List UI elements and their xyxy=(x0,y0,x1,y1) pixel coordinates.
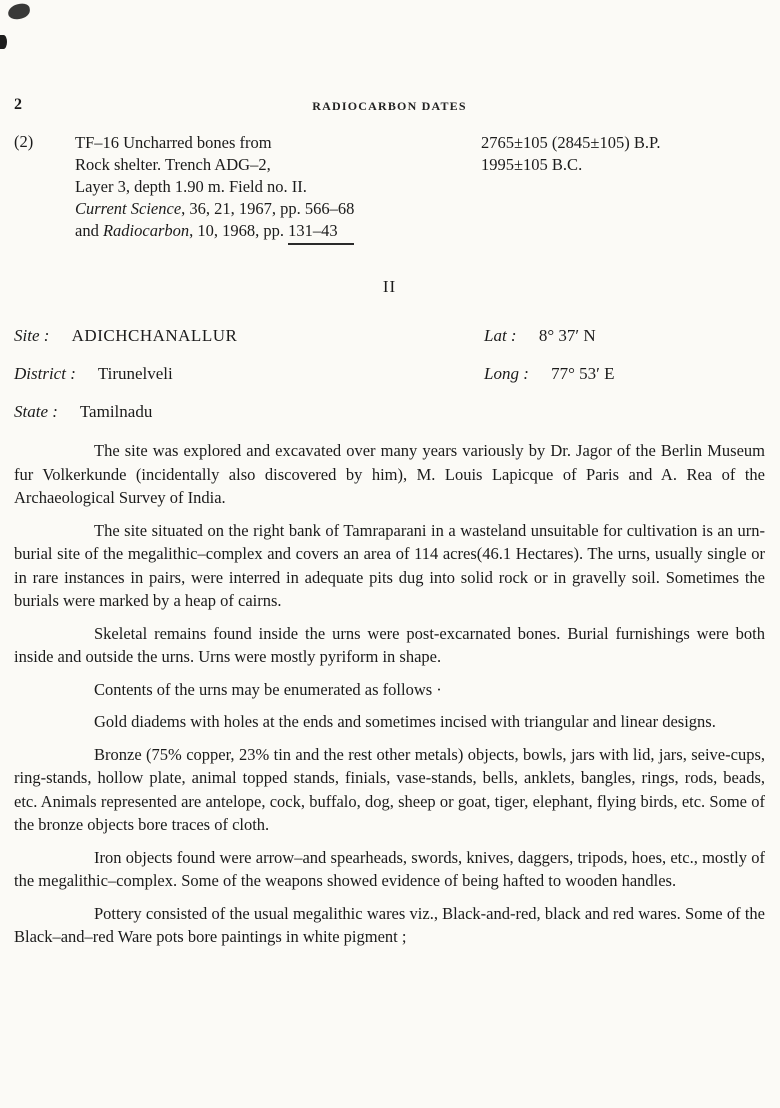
section-numeral: II xyxy=(382,277,397,296)
latitude-field xyxy=(484,325,764,347)
paragraph-pottery: Pottery consisted of the usual megalithic wares viz., Black-and-red, black and red wares. Some of the Black–and–red Ware pots bore paintings in white pigment ; xyxy=(14,903,765,946)
paragraph-bronze-objects: Bronze (75% copper, 23% tin and the rest other metals) objects, bowls, jars with lid, jars, seive-cups, ring-stands, hollow plate, animal topped stands, finials, vase-stands, bells, anklets, bangles, rings, rods, beads, etc. Animals represented are antelope, cock, buffalo, dog, sheep or goat, tiger, elephant, flying birds, etc. Some of the bronze objects bore traces of cloth. xyxy=(14,744,765,834)
date-bp: 2765±105 (2845±105) B.P. xyxy=(481,133,661,152)
district-value: Tirunelveli xyxy=(97,364,173,383)
journal-name-radiocarbon: Radiocarbon xyxy=(102,221,190,240)
paragraph-iron-objects: Iron objects found were arrow–and spearheads, swords, knives, daggers, tripods, hoes, etc., mostly of the megalithic–complex. Some of the weapons showed evidence of being hafted to wooden handles. xyxy=(14,847,765,890)
paragraph-contents-intro: Contents of the urns may be enumerated as follows · xyxy=(94,679,442,699)
longitude-value: 77° 53′ E xyxy=(551,364,615,383)
paragraph-gold-diadems: Gold diadems with holes at the ends and sometimes incised with triangular and linear designs. xyxy=(94,712,716,731)
scan-artifact-left-edge xyxy=(0,35,7,49)
longitude-field xyxy=(484,363,764,385)
reference-2-pages: 131–43 xyxy=(288,220,354,245)
site-field xyxy=(14,325,484,347)
entry-line-2: Rock shelter. Trench ADG–2, xyxy=(75,155,271,174)
site-row xyxy=(14,325,765,347)
running-header: RADIOCARBON DATES xyxy=(312,99,467,113)
reference-1-details: , 36, 21, 1967, pp. 566–68 xyxy=(181,199,355,218)
page-header xyxy=(14,96,765,118)
reference-2-details: , 10, 1968, pp. xyxy=(189,221,289,240)
reference-2-prefix: and xyxy=(75,221,103,240)
entry-reference-1 xyxy=(75,198,481,220)
body-text xyxy=(14,439,765,949)
state-label: State : xyxy=(14,402,58,421)
entry-label: (2) xyxy=(14,132,34,151)
district-label: District : xyxy=(14,364,76,383)
radiocarbon-entry xyxy=(14,132,765,245)
state-field xyxy=(14,401,484,423)
entry-line-3: Layer 3, depth 1.90 m. Field no. II. xyxy=(75,177,307,196)
site-value: ADICHCHANALLUR xyxy=(71,326,238,345)
district-field xyxy=(14,363,484,385)
district-row xyxy=(14,363,765,385)
longitude-label: Long : xyxy=(484,364,529,383)
paragraph-site-description: The site situated on the right bank of Tamraparani in a wasteland unsuitable for cultivation is an urn-burial site of the megalithic–complex and covers an area of 114 acres(46.1 Hectares). The urns, usually single or in rare instances in pairs, were interred in adequate pits dug into solid rock or in gravelly soil. Sometimes the burials were marked by a heap of cairns. xyxy=(14,520,765,610)
paragraph-exploration: The site was explored and excavated over many years variously by Dr. Jagor of the Berlin Museum fur Volkerkunde (incidentally also discovered by him), M. Louis Lapicque of Paris and A. Rea of the Archaeological Survey of India. xyxy=(14,441,765,507)
entry-dates xyxy=(481,132,765,176)
entry-line-1: TF–16 Uncharred bones from xyxy=(75,133,272,152)
site-label: Site : xyxy=(14,326,50,345)
entry-description xyxy=(75,132,481,245)
page-number: 2 xyxy=(14,96,22,113)
date-bc: 1995±105 B.C. xyxy=(481,155,583,174)
latitude-value: 8° 37′ N xyxy=(538,326,596,345)
entry-reference-2 xyxy=(75,220,481,245)
state-value: Tamilnadu xyxy=(79,402,153,421)
paragraph-skeletal-remains: Skeletal remains found inside the urns were post-excarnated bones. Burial furnishings were both inside and outside the urns. Urns were mostly pyriform in shape. xyxy=(14,623,765,666)
state-row xyxy=(14,401,765,423)
latitude-label: Lat : xyxy=(484,326,517,345)
journal-name-current-science: Current Science xyxy=(75,199,182,218)
